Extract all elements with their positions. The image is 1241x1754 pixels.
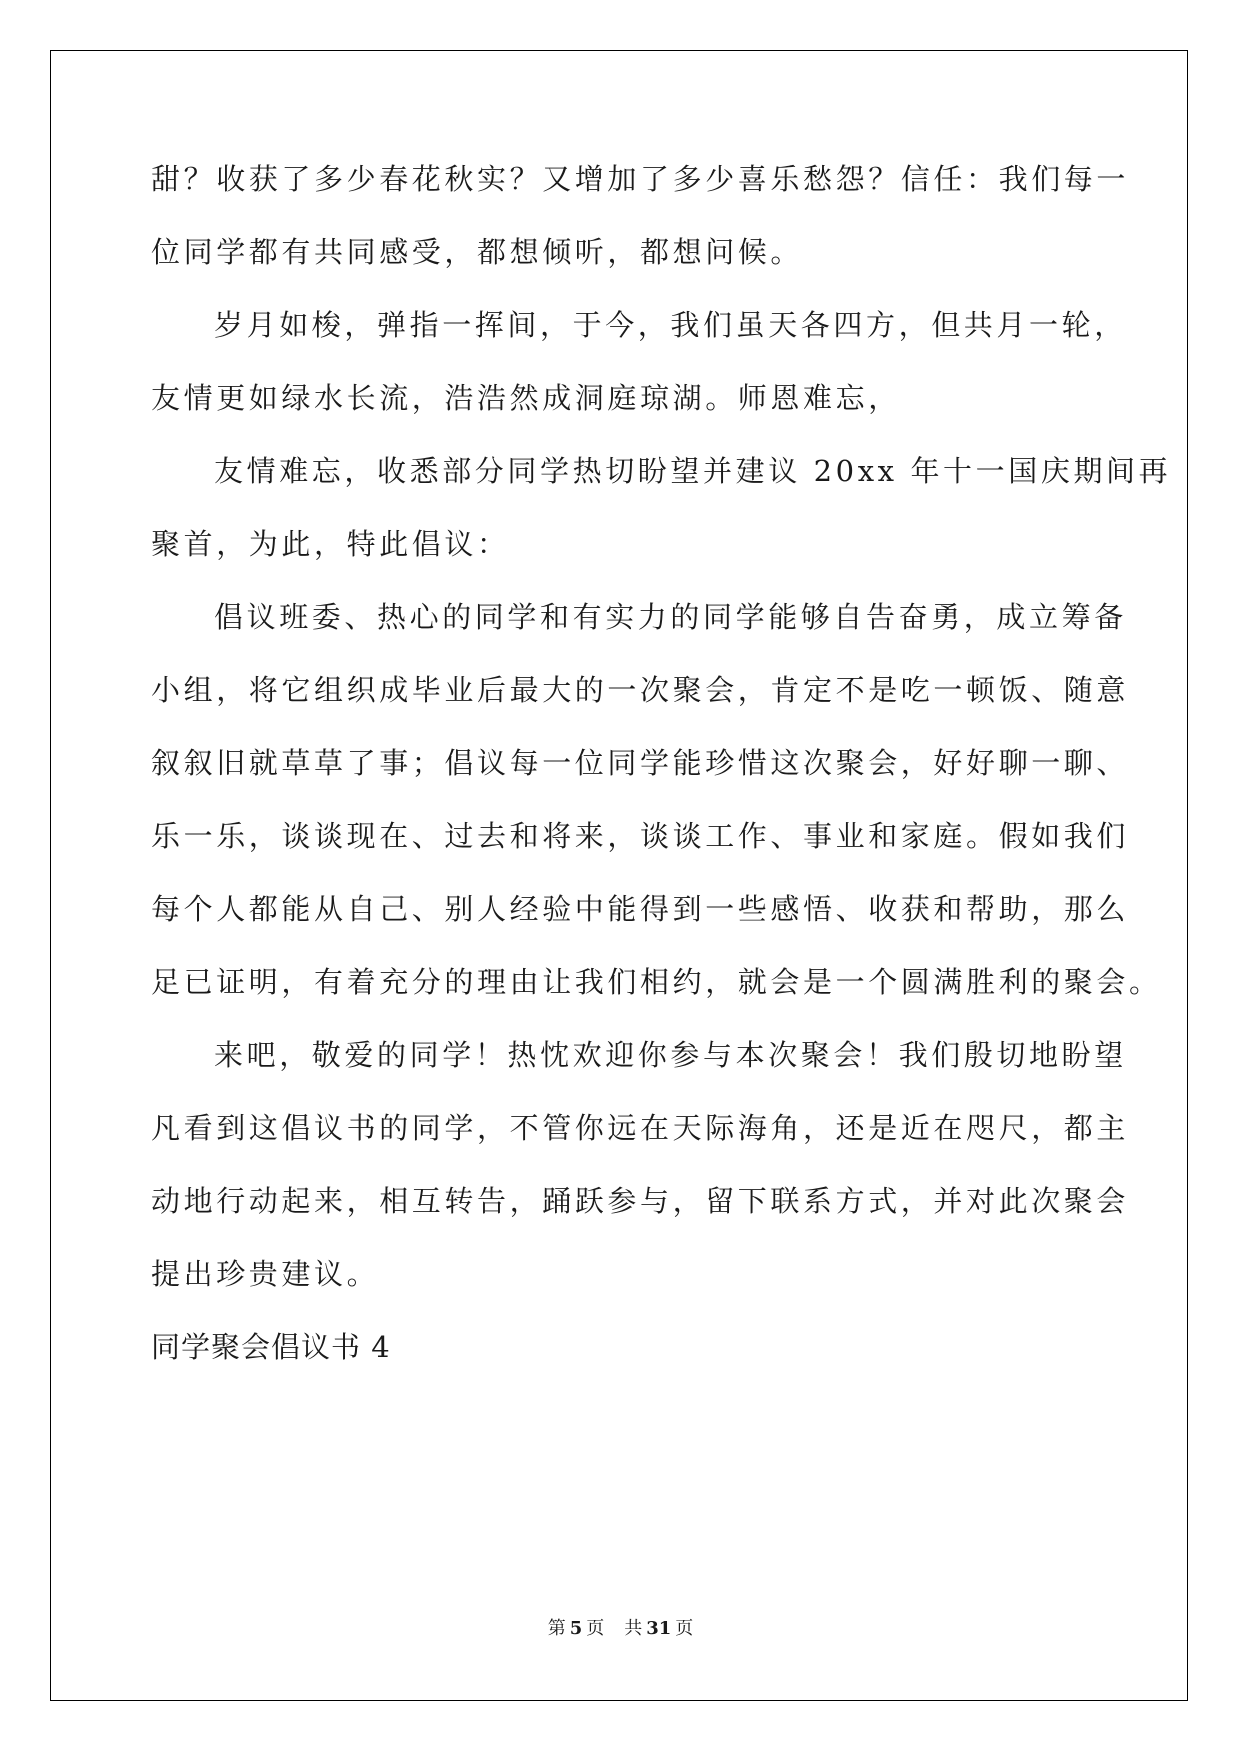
footer-page-prefix: 第: [547, 1618, 566, 1639]
paragraph-line: 岁月如梭，弹指一挥间，于今，我们虽天各四方，但共月一轮，: [214, 308, 1127, 342]
paragraph-line: 位同学都有共同感受，都想倾听，都想问候。: [151, 235, 804, 269]
paragraph-line: 叙叙旧就草草了事；倡议每一位同学能珍惜这次聚会，好好聊一聊、: [151, 746, 1130, 780]
footer-total-suffix: 页: [675, 1618, 694, 1639]
paragraph-line: 友情更如绿水长流，浩浩然成洞庭琼湖。师恩难忘，: [151, 381, 901, 415]
page-frame: [50, 50, 1188, 1701]
paragraph-line: 友情难忘，收悉部分同学热切盼望并建议 20xx 年十一国庆期间再: [214, 454, 1172, 488]
paragraph-line: 动地行动起来，相互转告，踊跃参与，留下联系方式，并对此次聚会: [151, 1184, 1130, 1218]
footer-total-prefix: 共: [624, 1618, 643, 1639]
paragraph-line: 来吧，敬爱的同学！热忱欢迎你参与本次聚会！我们殷切地盼望: [214, 1038, 1127, 1072]
paragraph-line: 足已证明，有着充分的理由让我们相约，就会是一个圆满胜利的聚会。: [151, 965, 1162, 999]
paragraph-line: 小组，将它组织成毕业后最大的一次聚会，肯定不是吃一顿饭、随意: [151, 673, 1130, 707]
paragraph-line: 倡议班委、热心的同学和有实力的同学能够自告奋勇，成立筹备: [214, 600, 1127, 634]
paragraph-line: 甜？收获了多少春花秋实？又增加了多少喜乐愁怨？信任：我们每一: [151, 162, 1130, 196]
paragraph-line: 每个人都能从自己、别人经验中能得到一些感悟、收获和帮助，那么: [151, 892, 1130, 926]
paragraph-line: 聚首，为此，特此倡议：: [151, 527, 510, 561]
footer-page-number: 5: [569, 1618, 583, 1639]
paragraph-line: 乐一乐，谈谈现在、过去和将来，谈谈工作、事业和家庭。假如我们: [151, 819, 1130, 853]
footer-total-pages: 31: [646, 1618, 672, 1639]
paragraph-line: 凡看到这倡议书的同学，不管你远在天际海角，还是近在咫尺，都主: [151, 1111, 1130, 1145]
footer-page-suffix: 页: [586, 1618, 605, 1639]
section-heading: 同学聚会倡议书 4: [151, 1330, 391, 1364]
paragraph-line: 提出珍贵建议。: [151, 1257, 380, 1291]
page-footer: [0, 1620, 1241, 1638]
